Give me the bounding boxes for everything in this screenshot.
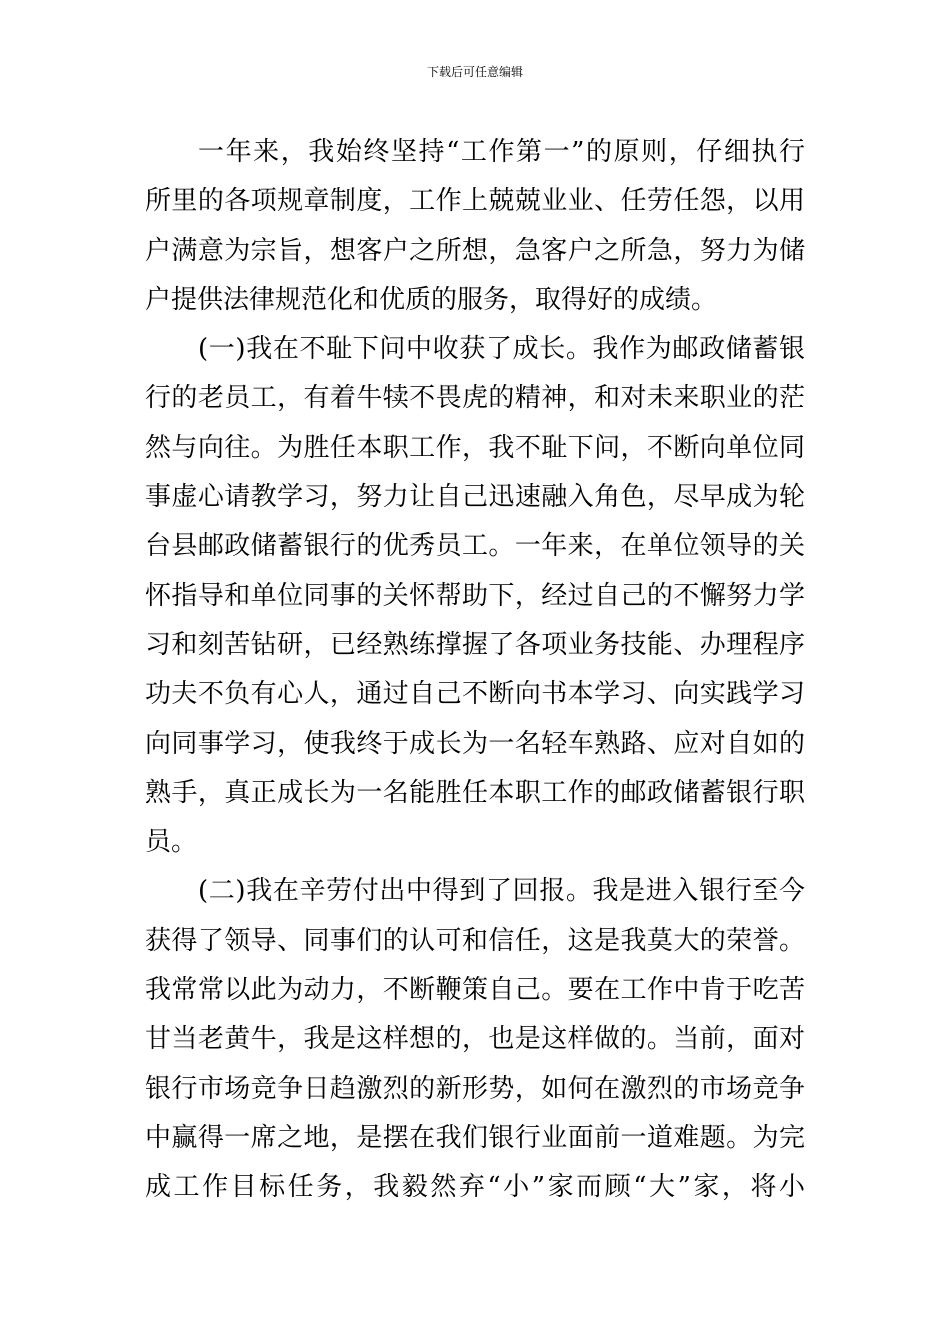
text-line: 然与向往。为胜任本职工作，我不耻下问，不断向单位同 bbox=[145, 432, 805, 463]
text-line: 向同事学习，使我终于成长为一名轻车熟路、应对自如的 bbox=[145, 728, 805, 759]
text-line: 所里的各项规章制度，工作上兢兢业业、任劳任怨，以用 bbox=[145, 186, 805, 217]
header-note: 下载后可任意编辑 bbox=[426, 65, 523, 79]
text-line: 户提供法律规范化和优质的服务，取得好的成绩。 bbox=[145, 284, 718, 315]
paragraph-2 bbox=[145, 325, 805, 867]
text-line: 银行市场竞争日趋激烈的新形势，如何在激烈的市场竞争 bbox=[145, 1073, 805, 1104]
document-body bbox=[145, 128, 805, 1213]
text-line: 获得了领导、同事们的认可和信任，这是我莫大的荣誉。 bbox=[145, 925, 805, 956]
text-line: 台县邮政储蓄银行的优秀员工。一年来，在单位领导的关 bbox=[145, 531, 805, 562]
text-line: 甘当老黄牛，我是这样想的，也是这样做的。当前，面对 bbox=[145, 1024, 805, 1055]
text-line: 怀指导和单位同事的关怀帮助下，经过自己的不懈努力学 bbox=[145, 580, 805, 611]
text-line: 我常常以此为动力，不断鞭策自己。要在工作中肯于吃苦 bbox=[145, 975, 805, 1006]
text-line: 成工作目标任务，我毅然弃“小”家而顾“大”家，将小 bbox=[145, 1172, 805, 1203]
text-line: 事虚心请教学习，努力让自己迅速融入角色，尽早成为轮 bbox=[145, 482, 805, 513]
text-line: 行的老员工，有着牛犊不畏虎的精神，和对未来职业的茫 bbox=[145, 383, 805, 414]
text-line: (二)我在辛劳付出中得到了回报。我是进入银行至今 bbox=[198, 876, 805, 907]
paragraph-3 bbox=[145, 867, 805, 1212]
text-line: 功夫不负有心人，通过自己不断向书本学习、向实践学习 bbox=[145, 679, 805, 710]
text-line: 中赢得一席之地，是摆在我们银行业面前一道难题。为完 bbox=[145, 1122, 805, 1153]
text-line: 员。 bbox=[145, 827, 198, 858]
text-line: 熟手，真正成长为一名能胜任本职工作的邮政储蓄银行职 bbox=[145, 777, 805, 808]
text-line: (一)我在不耻下问中收获了成长。我作为邮政储蓄银 bbox=[198, 334, 805, 365]
text-line: 习和刻苦钻研，已经熟练撑握了各项业务技能、办理程序 bbox=[145, 629, 805, 660]
text-line: 户满意为宗旨，想客户之所想，急客户之所急，努力为储 bbox=[145, 235, 805, 266]
text-line: 一年来，我始终坚持“工作第一”的原则，仔细执行 bbox=[198, 137, 805, 167]
paragraph-1 bbox=[145, 128, 805, 325]
